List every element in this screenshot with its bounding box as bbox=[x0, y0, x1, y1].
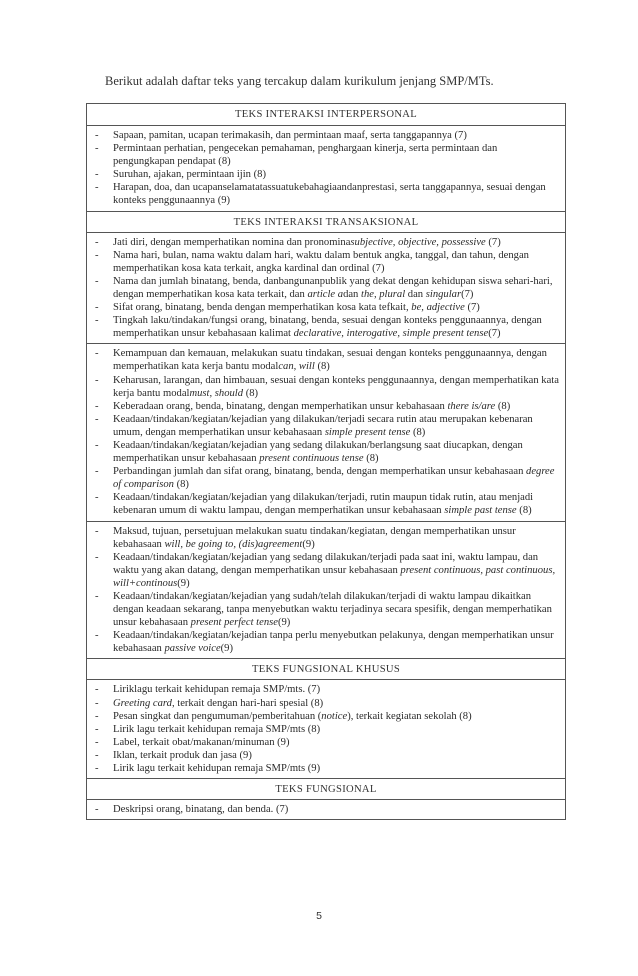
list-item: - Keharusan, larangan, dan himbauan, sesuai dengan konteks penggunaannya, dengan memperhatikan kata kerja bantu modalmust, should (8) bbox=[91, 374, 561, 400]
list-item: - Perbandingan jumlah dan sifat orang, binatang, benda, dengan memperhatikan unsur kebahasaan degree of comparison (8) bbox=[91, 465, 561, 491]
section-header: TEKS FUNGSIONAL KHUSUS bbox=[87, 658, 565, 679]
list-item: - Deskripsi orang, binatang, dan benda. (7) bbox=[91, 803, 561, 816]
list-item: - Harapan, doa, dan ucapanselamatatassuatukebahagiaandanprestasi, serta tanggapannya, sesuai dengan konteks penggunaannya (9) bbox=[91, 181, 561, 207]
list-item: - Nama dan jumlah binatang, benda, danbangunanpublik yang dekat dengan kehidupan siswa sehari-hari, dengan memperhatikan kosa kata terkait, dan article adan the, plural dan singular(7) bbox=[91, 275, 561, 301]
page-number: 5 bbox=[316, 910, 322, 922]
list-item: - Pesan singkat dan pengumuman/pemberitahuan (notice), terkait kegiatan sekolah (8) bbox=[91, 710, 561, 723]
list-item: - Iklan, terkait produk dan jasa (9) bbox=[91, 749, 561, 762]
item-block bbox=[87, 232, 565, 344]
list-item: - Sifat orang, binatang, benda dengan memperhatikan kosa kata tefkait, be, adjective (7) bbox=[91, 301, 561, 314]
list-item: - Label, terkait obat/makanan/minuman (9) bbox=[91, 736, 561, 749]
list-item: - Lirik lagu terkait kehidupan remaja SMP/mts (9) bbox=[91, 762, 561, 775]
intro-text: Berikut adalah daftar teks yang tercakup dalam kurikulum jenjang SMP/MTs. bbox=[105, 74, 494, 88]
item-block bbox=[87, 799, 565, 819]
list-item: - Lirik lagu terkait kehidupan remaja SMP/mts (8) bbox=[91, 723, 561, 736]
list-item: - Keberadaan orang, benda, binatang, dengan memperhatikan unsur kebahasaan there is/are (8) bbox=[91, 400, 561, 413]
section-header: TEKS FUNGSIONAL bbox=[87, 778, 565, 799]
section-header: TEKS INTERAKSI TRANSAKSIONAL bbox=[87, 211, 565, 232]
list-item: - Liriklagu terkait kehidupan remaja SMP/mts. (7) bbox=[91, 683, 561, 696]
list-item: - Keadaan/tindakan/kegiatan/kejadian yang sedang dilakukan/berlangsung saat diucapkan, dengan memperhatikan unsur kebahasaan present continuous tense (8) bbox=[91, 439, 561, 465]
list-item: - Keadaan/tindakan/kegiatan/kejadian yang dilakukan/terjadi secara rutin atau merupakan kebenaran umum, dengan memperhatikan unsur kebahasaan simple present tense (8) bbox=[91, 413, 561, 439]
list-item: - Keadaan/tindakan/kegiatan/kejadian tanpa perlu menyebutkan pelakunya, dengan memperhatikan unsur kebahasaan passive voice(9) bbox=[91, 629, 561, 655]
section-header: TEKS INTERAKSI INTERPERSONAL bbox=[234, 109, 418, 120]
list-item: - Nama hari, bulan, nama waktu dalam hari, waktu dalam bentuk angka, tanggal, dan tahun, dengan memperhatikan kosa kata terkait, angka kardinal dan ordinal (7) bbox=[91, 249, 561, 275]
list-item: - Keadaan/tindakan/kegiatan/kejadian yang sedang dilakukan/terjadi pada saat ini, waktu lampau, dan waktu yang akan datang, dengan memperhatikan unsur kebahasaan present continuous, past continuous, will+continous(9) bbox=[91, 551, 561, 590]
text-types-table bbox=[86, 103, 566, 820]
list-item: - Kemampuan dan kemauan, melakukan suatu tindakan, sesuai dengan konteks penggunaannya, dengan memperhatikan kata kerja bantu modalcan, will (8) bbox=[91, 347, 561, 373]
item-block bbox=[87, 521, 565, 659]
list-item: - Suruhan, ajakan, permintaan ijin (8) bbox=[91, 168, 561, 181]
item-block bbox=[87, 125, 565, 211]
list-item: - Greeting card, terkait dengan hari-hari spesial (8) bbox=[91, 697, 561, 710]
item-block bbox=[87, 343, 565, 520]
item-block bbox=[87, 679, 565, 778]
list-item: - Keadaan/tindakan/kegiatan/kejadian yang dilakukan/terjadi, rutin maupun tidak rutin, atau menjadi kebenaran umum di waktu lampau, dengan memperhatikan unsur kebahasaan simple past tense (8) bbox=[91, 491, 561, 517]
list-item: - Keadaan/tindakan/kegiatan/kejadian yang sudah/telah dilakukan/terjadi di waktu lampau dikaitkan dengan keadaan sekarang, tanpa menyebutkan waktu terjadinya secara spesifik, dengan memperhatikan unsur kebahasaan present perfect tense(9) bbox=[91, 590, 561, 629]
list-item: - Permintaan perhatian, pengecekan pemahaman, penghargaan kinerja, serta permintaan dan pengungkapan pendapat (8) bbox=[91, 142, 561, 168]
list-item: - Tingkah laku/tindakan/fungsi orang, binatang, benda, sesuai dengan konteks penggunaannya, dengan memperhatikan unsur kebahasaan kalimat declarative, interogative, simple present tense(7) bbox=[91, 314, 561, 340]
list-item: - Jati diri, dengan memperhatikan nomina dan pronominasubjective, objective, possessive (7) bbox=[91, 236, 561, 249]
list-item: - Sapaan, pamitan, ucapan terimakasih, dan permintaan maaf, serta tanggapannya (7) bbox=[91, 129, 561, 142]
list-item: - Maksud, tujuan, persetujuan melakukan suatu tindakan/kegiatan, dengan memperhatikan unsur kebahasaan will, be going to, (dis)agreement(9) bbox=[91, 525, 561, 551]
